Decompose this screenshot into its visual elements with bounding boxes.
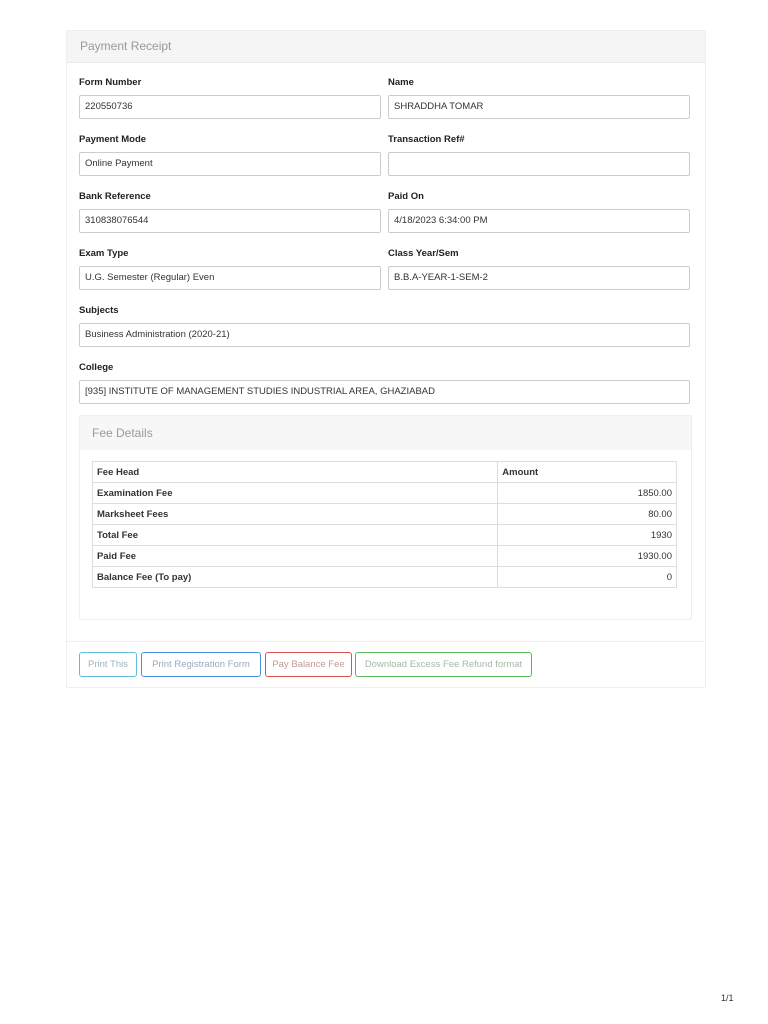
pay-balance-fee-button[interactable]: Pay Balance Fee [265,652,352,677]
paid-on-field[interactable]: 4/18/2023 6:34:00 PM [388,209,690,233]
amount-cell: 1850.00 [498,483,677,504]
table-row [93,504,677,525]
panel-title: Payment Receipt [67,31,705,63]
fee-table-header [93,462,677,483]
fee-head-cell: Paid Fee [93,546,498,567]
amount-cell: 80.00 [498,504,677,525]
print-button[interactable]: Print This [79,652,137,677]
table-row [93,546,677,567]
fee-table [92,461,677,588]
exam-type-field[interactable]: U.G. Semester (Regular) Even [79,266,381,290]
table-row [93,567,677,588]
paid-on-label: Paid On [388,191,424,202]
amount-cell: 0 [498,567,677,588]
name-field[interactable]: SHRADDHA TOMAR [388,95,690,119]
print-registration-form-button[interactable]: Print Registration Form [141,652,261,677]
column-header-fee-head: Fee Head [93,462,498,483]
transaction-ref-field[interactable] [388,152,690,176]
amount-cell: 1930 [498,525,677,546]
fee-head-cell: Marksheet Fees [93,504,498,525]
exam-type-label: Exam Type [79,248,129,259]
subjects-field[interactable]: Business Administration (2020-21) [79,323,690,347]
fee-head-cell: Total Fee [93,525,498,546]
amount-cell: 1930.00 [498,546,677,567]
table-row [93,483,677,504]
class-year-sem-label: Class Year/Sem [388,248,459,259]
footer-divider [66,641,704,642]
column-header-amount: Amount [498,462,677,483]
fee-details-title: Fee Details [80,416,691,450]
class-year-sem-field[interactable]: B.B.A-YEAR-1-SEM-2 [388,266,690,290]
payment-mode-label: Payment Mode [79,134,147,145]
college-label: College [79,362,114,373]
subjects-label: Subjects [79,305,119,316]
name-label: Name [388,77,414,88]
page-number: 1/1 [721,993,734,1003]
payment-mode-field[interactable]: Online Payment [79,152,381,176]
bank-reference-label: Bank Reference [79,191,151,202]
fee-head-cell: Examination Fee [93,483,498,504]
bank-reference-field[interactable]: 310838076544 [79,209,381,233]
college-field[interactable]: [935] INSTITUTE OF MANAGEMENT STUDIES INDUSTRIAL AREA, GHAZIABAD [79,380,690,404]
fee-head-cell: Balance Fee (To pay) [93,567,498,588]
table-row [93,525,677,546]
transaction-ref-label: Transaction Ref# [388,134,465,145]
form-number-label: Form Number [79,77,142,88]
download-refund-format-button[interactable]: Download Excess Fee Refund format [355,652,532,677]
form-number-field[interactable]: 220550736 [79,95,381,119]
